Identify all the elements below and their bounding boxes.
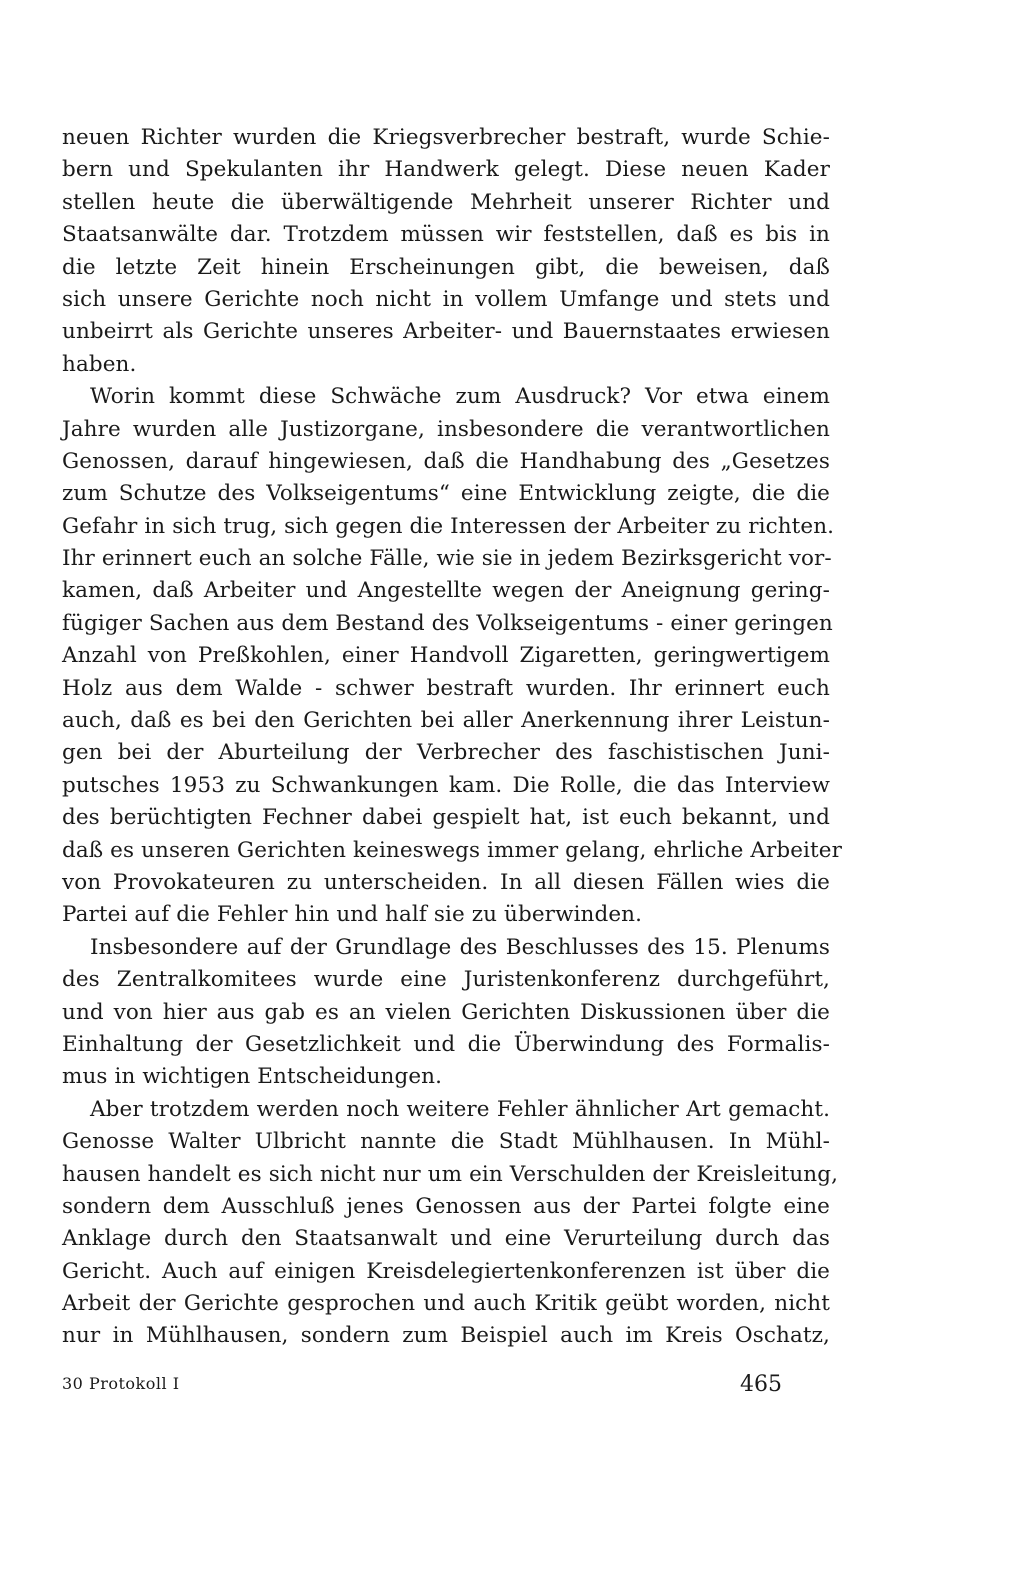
text-line: Genosse Walter Ulbricht nannte die Stadt Mühlhausen. In Mühl- [62,1129,830,1155]
text-line: Staatsanwälte dar. Trotzdem müssen wir feststellen, daß es bis in [62,222,830,248]
text-line: haben. [62,351,137,377]
text-line: daß es unseren Gerichten keineswegs immer gelang, ehrliche Arbeiter [62,837,842,863]
text-line: Gefahr in sich trug, sich gegen die Interessen der Arbeiter zu richten. [62,513,835,539]
text-line: Anzahl von Preßkohlen, einer Handvoll Zigaretten, geringwertigem [62,643,830,669]
text-line: unbeirrt als Gerichte unseres Arbeiter- und Bauernstaates erwiesen [62,319,830,345]
text-line: Einhaltung der Gesetzlichkeit und die Überwindung des Formalis- [62,1031,830,1057]
text-line: Jahre wurden alle Justizorgane, insbesondere die verantwortlichen [62,416,830,442]
text-line: Holz aus dem Walde - schwer bestraft wurden. Ihr erinnert euch [62,675,830,701]
text-line: hausen handelt es sich nicht nur um ein Verschulden der Kreisleitung, [62,1161,839,1187]
text-line: mus in wichtigen Entscheidungen. [62,1064,443,1090]
text-line: des berüchtigten Fechner dabei gespielt hat, ist euch bekannt, und [62,805,830,831]
text-line: sondern dem Ausschluß jenes Genossen aus der Partei folgte eine [62,1193,830,1219]
text-line: neuen Richter wurden die Kriegsverbrecher bestraft, wurde Schie- [62,125,830,150]
text-line: stellen heute die überwältigende Mehrheit unserer Richter und [62,189,830,215]
text-line: bern und Spekulanten ihr Handwerk gelegt. Diese neuen Kader [62,157,830,183]
text-line: Gericht. Auch auf einigen Kreisdelegiertenkonferenzen ist über die [62,1258,830,1284]
text-line: zum Schutze des Volkseigentums“ eine Entwicklung zeigte, die die [62,481,830,507]
text-line: sich unsere Gerichte noch nicht in vollem Umfange und stets und [62,286,830,312]
text-line: und von hier aus gab es an vielen Gerichten Diskussionen über die [62,999,830,1025]
text-line: Arbeit der Gerichte gesprochen und auch Kritik geübt worden, nicht [62,1291,830,1317]
body-text [62,122,842,1353]
text-line: nur in Mühlhausen, sondern zum Beispiel auch im Kreis Oschatz, [62,1323,830,1349]
text-line: Partei auf die Fehler hin und half sie zu überwinden. [62,902,643,928]
text-line: Insbesondere auf der Grundlage des Beschlusses des 15. Plenums [90,934,830,960]
text-line: putsches 1953 zu Schwankungen kam. Die Rolle, die das Interview [62,772,830,798]
text-line: Aber trotzdem werden noch weitere Fehler ähnlicher Art gemacht. [90,1096,830,1122]
text-line: Worin kommt diese Schwäche zum Ausdruck? Vor etwa einem [90,384,830,410]
text-line: gen bei der Aburteilung der Verbrecher des faschistischen Juni- [62,740,830,766]
text-line: Ihr erinnert euch an solche Fälle, wie sie in jedem Bezirksgericht vor- [62,546,832,572]
text-line: Genossen, darauf hingewiesen, daß die Handhabung des „Gesetzes [62,448,830,474]
text-line: die letzte Zeit hinein Erscheinungen gibt, die beweisen, daß [62,254,830,280]
text-line: Anklage durch den Staatsanwalt und eine Verurteilung durch das [62,1226,830,1252]
text-line: fügiger Sachen aus dem Bestand des Volkseigentums - einer geringen [62,610,833,636]
text-line: des Zentralkomitees wurde eine Juristenkonferenz durchgeführt, [62,967,830,993]
printer-signature: 30 Protokoll I [62,1374,180,1393]
text-line: von Provokateuren zu unterscheiden. In all diesen Fällen wies die [62,869,830,895]
page-number: 465 [740,1372,782,1397]
text-line: auch, daß es bei den Gerichten bei aller Anerkennung ihrer Leistun- [62,708,830,734]
text-line: kamen, daß Arbeiter und Angestellte wegen der Aneignung gering- [62,578,830,604]
